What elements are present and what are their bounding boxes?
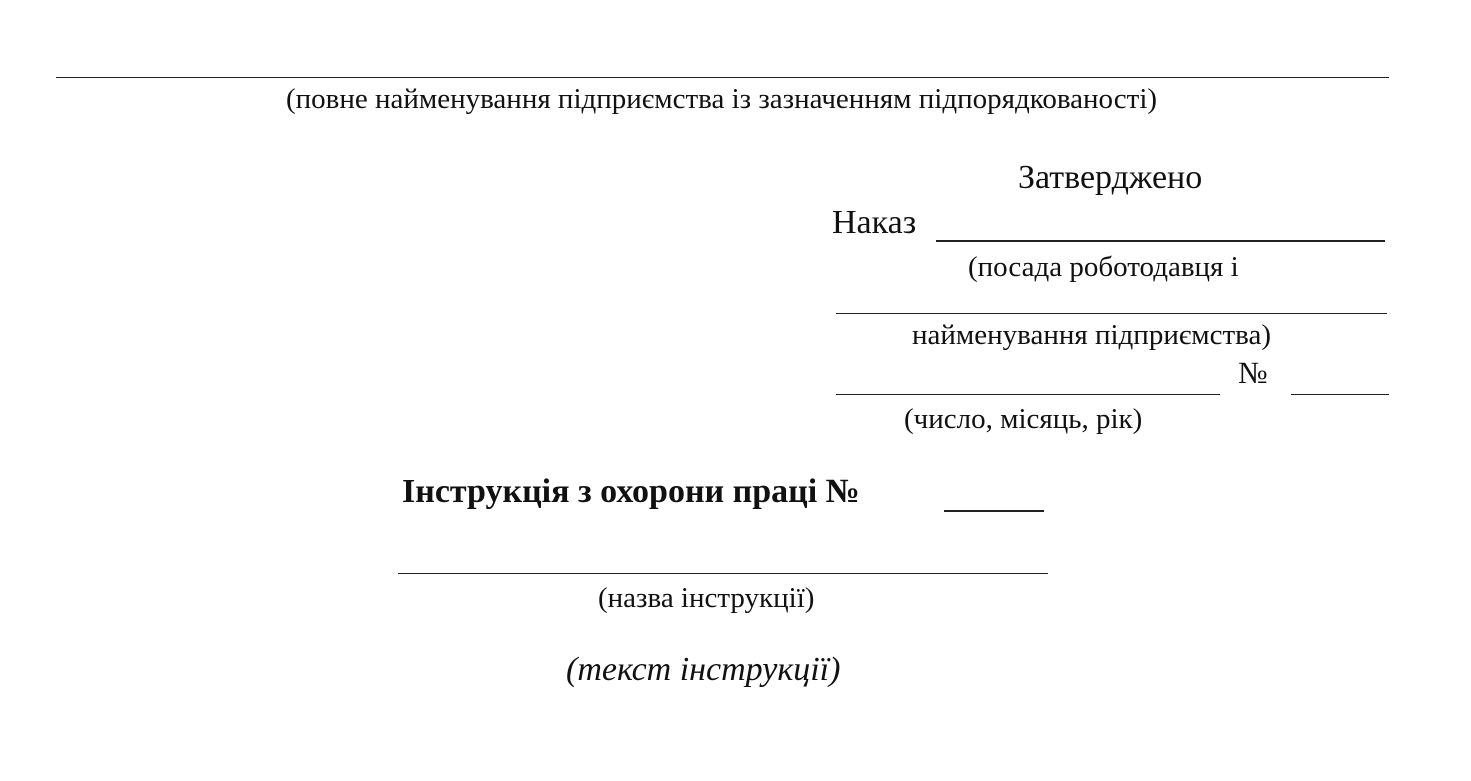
order-position-line bbox=[936, 240, 1385, 242]
order-label: Наказ bbox=[832, 204, 917, 241]
position-caption: (посада роботодавця і bbox=[968, 251, 1239, 283]
instruction-title: Інструкція з охорони праці № bbox=[402, 473, 860, 510]
order-number-line bbox=[1291, 394, 1389, 395]
approved-label: Затверджено bbox=[1018, 159, 1203, 196]
date-caption: (число, місяць, рік) bbox=[904, 403, 1143, 435]
enterprise-name-line bbox=[56, 77, 1389, 78]
order-number-sign: № bbox=[1238, 355, 1268, 390]
enterprise-name-caption: (повне найменування підприємства із зазначенням підпорядкованості) bbox=[285, 83, 1158, 115]
enterprise-name-short-caption: найменування підприємства) bbox=[912, 319, 1272, 351]
instruction-number-line bbox=[944, 510, 1044, 512]
order-date-line bbox=[836, 394, 1220, 395]
enterprise-name-short-line bbox=[836, 313, 1387, 314]
instruction-name-caption: (назва інструкції) bbox=[598, 582, 815, 614]
instruction-text-placeholder: (текст інструкції) bbox=[566, 651, 841, 688]
instruction-name-line bbox=[398, 573, 1048, 574]
